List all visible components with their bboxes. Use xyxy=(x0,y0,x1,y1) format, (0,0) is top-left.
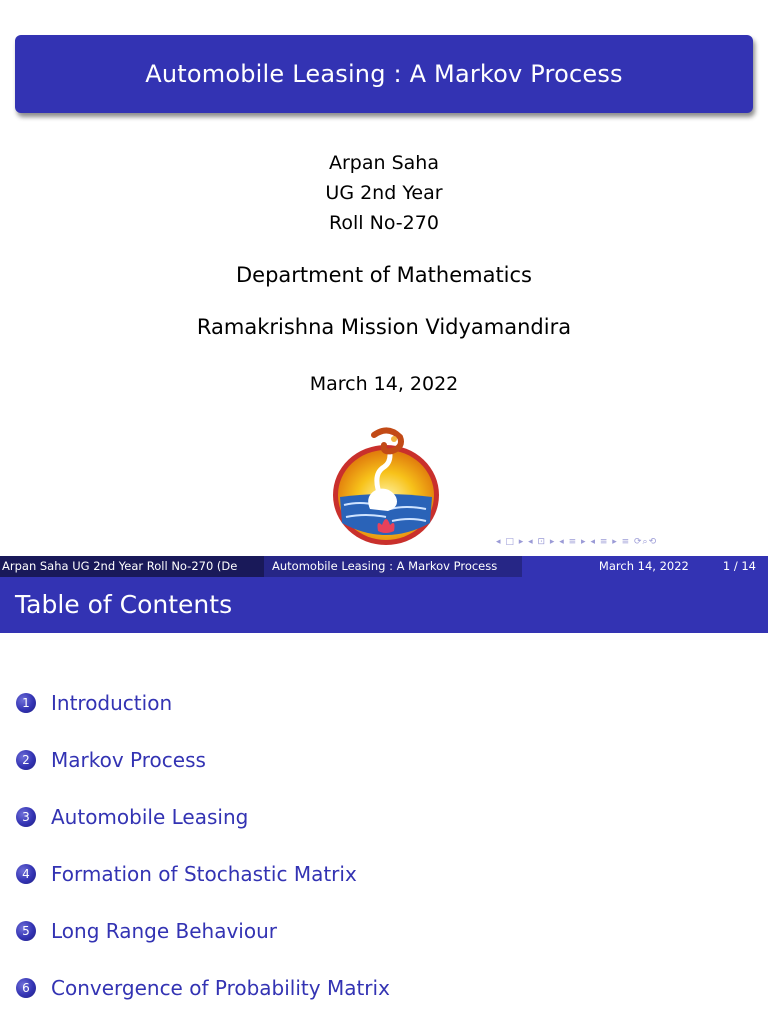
author-name: Arpan Saha xyxy=(329,152,439,174)
beamer-navigation-symbols[interactable]: ◂ □ ▸ ◂ ⊡ ▸ ◂ ≡ ▸ ◂ ≡ ▸ ≡ ⟳⌕⟲ xyxy=(496,537,658,547)
toc-number-bullet: 4 xyxy=(16,864,36,884)
toc-item-label[interactable]: Formation of Stochastic Matrix xyxy=(51,862,357,886)
toc-list xyxy=(16,690,390,1032)
toc-heading: Table of Contents xyxy=(15,590,233,619)
footer-right xyxy=(522,556,768,577)
toc-item-convergence[interactable] xyxy=(16,975,390,1032)
author-year: UG 2nd Year xyxy=(325,182,443,204)
footer-title: Automobile Leasing : A Markov Process xyxy=(264,556,522,577)
toc-item-automobile-leasing[interactable] xyxy=(16,804,390,861)
toc-item-label[interactable]: Automobile Leasing xyxy=(51,805,249,829)
toc-number-bullet: 2 xyxy=(16,750,36,770)
toc-number-bullet: 1 xyxy=(16,693,36,713)
department: Department of Mathematics xyxy=(236,263,532,287)
slide-title-box xyxy=(15,35,753,113)
toc-number-bullet: 3 xyxy=(16,807,36,827)
footer-date: March 14, 2022 xyxy=(598,559,689,573)
toc-header xyxy=(0,577,768,633)
date: March 14, 2022 xyxy=(309,373,459,395)
slide-title: Automobile Leasing : A Markov Process xyxy=(145,60,623,88)
toc-item-label[interactable]: Markov Process xyxy=(51,748,206,772)
toc-item-label[interactable]: Long Range Behaviour xyxy=(51,919,277,943)
toc-item-long-range[interactable] xyxy=(16,918,390,975)
toc-number-bullet: 5 xyxy=(16,921,36,941)
author-roll: Roll No-270 xyxy=(329,212,439,234)
toc-item-introduction[interactable] xyxy=(16,690,390,747)
toc-item-stochastic-matrix[interactable] xyxy=(16,861,390,918)
toc-item-label[interactable]: Introduction xyxy=(51,691,173,715)
institute: Ramakrishna Mission Vidyamandira xyxy=(196,315,572,339)
toc-item-markov-process[interactable] xyxy=(16,747,390,804)
swan-emblem-icon xyxy=(330,425,442,547)
toc-item-label[interactable]: Convergence of Probability Matrix xyxy=(51,976,390,1000)
footer-page-number: 1 / 14 xyxy=(722,559,756,573)
toc-number-bullet: 6 xyxy=(16,978,36,998)
footer-bar xyxy=(0,556,768,577)
footer-author: Arpan Saha UG 2nd Year Roll No-270 (De xyxy=(0,556,264,577)
